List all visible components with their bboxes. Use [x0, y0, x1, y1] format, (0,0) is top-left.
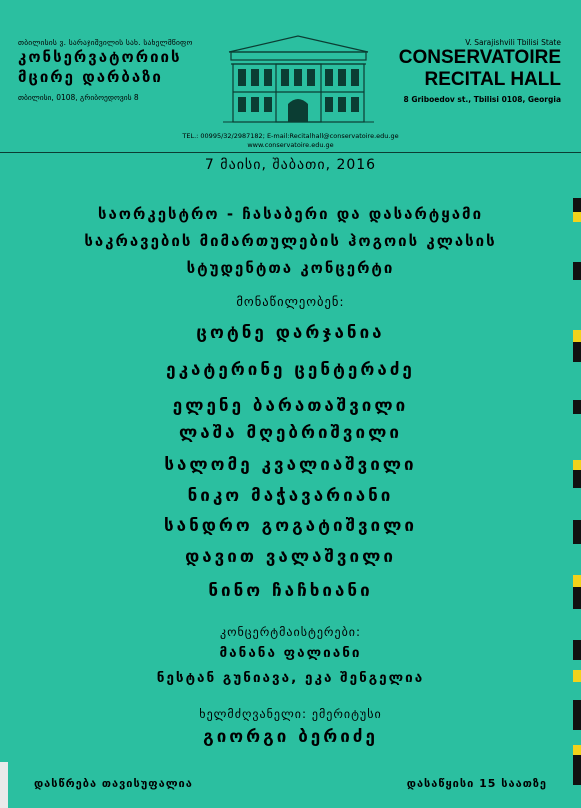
director-label: ხელმძღვანელი: ემერიტუსი	[199, 707, 382, 721]
recital-hall-building-illustration	[221, 30, 376, 126]
contacts-website: www.conservatoire.edu.ge	[247, 141, 334, 149]
start-time-note: დასაწყისი 15 საათზე	[406, 777, 547, 790]
performer-name: დავით ვალაშვილი	[185, 547, 396, 567]
performer-name: ნიკო მაჭავარიანი	[187, 486, 394, 506]
subject-line-3: სტუდენტთა კონცერტი	[186, 259, 395, 277]
performer-name: ლაშა მღებრიშვილი	[179, 423, 402, 443]
contacts	[0, 132, 581, 150]
subject-line-1: საორკესტრო - ჩასაბერი და დასარტყამი	[97, 205, 484, 223]
concertmaster-name: მანანა ფალიანი	[219, 645, 362, 661]
header-left-block	[18, 38, 203, 102]
registration-mark	[573, 700, 581, 730]
registration-mark	[573, 198, 581, 212]
printer-strip	[0, 762, 8, 808]
header-right-address: 8 Griboedov st., Tbilisi 0108, Georgia	[403, 95, 561, 104]
registration-mark	[573, 460, 581, 470]
header-right-title-line2: RECITAL HALL	[424, 69, 561, 90]
header-left-subtitle: თბილისის ვ. სარაჯიშვილის სახ. სახელმწიფო	[18, 38, 193, 47]
performer-name: ელენე ბარათაშვილი	[172, 396, 409, 416]
header-left-title-line2: მცირე დარბაზი	[18, 68, 163, 86]
registration-mark	[573, 670, 581, 682]
performer-name: ნინო ჩაჩხიანი	[208, 581, 373, 601]
header-right-block	[386, 38, 561, 104]
registration-mark	[573, 755, 581, 785]
header-left-title-line1: კონსერვატორიის	[18, 48, 182, 66]
contacts-phone-email: TEL.: 00995/32/2987182; E-mail:Recitalhall@conservatoire.edu.ge	[182, 132, 399, 140]
registration-mark	[573, 640, 581, 660]
registration-mark	[573, 470, 581, 488]
registration-mark	[573, 587, 581, 609]
header-left-address: თბილისი, 0108, გრიბოედოვის 8	[18, 93, 139, 102]
director-name: გიორგი ბერიძე	[203, 727, 378, 747]
registration-mark	[573, 745, 581, 755]
registration-mark	[573, 262, 581, 280]
performer-name: სალომე კვალიაშვილი	[164, 455, 417, 475]
performers-label: მონაწილეობენ:	[236, 294, 345, 309]
subject-line-2: საკრავების მიმართულების ჰოგოის კლასის	[84, 232, 497, 250]
registration-mark	[573, 400, 581, 414]
performer-name: ეკატერინე ცენტერაძე	[166, 360, 415, 380]
concertmaster-name: ნესტან გუნიავა, ეკა შენგელია	[156, 670, 425, 686]
header-right-title-line1: CONSERVATOIRE	[398, 47, 561, 68]
registration-mark	[573, 520, 581, 544]
registration-mark	[573, 212, 581, 222]
admission-free-note: დასწრება თავისუფალია	[34, 777, 193, 790]
performer-name: ცოტნე დარჯანია	[196, 323, 385, 343]
performer-name: სანდრო გოგატიშვილი	[164, 516, 417, 536]
registration-mark	[573, 342, 581, 362]
registration-mark	[573, 575, 581, 587]
header-right-subtitle: V. Sarajishvili Tbilisi State	[465, 38, 561, 47]
concertmasters-label: კონცერტმაისტერები:	[219, 625, 362, 639]
registration-mark	[573, 330, 581, 342]
event-date: 7 მაისი, შაბათი, 2016	[204, 157, 377, 173]
poster-header	[0, 0, 581, 153]
